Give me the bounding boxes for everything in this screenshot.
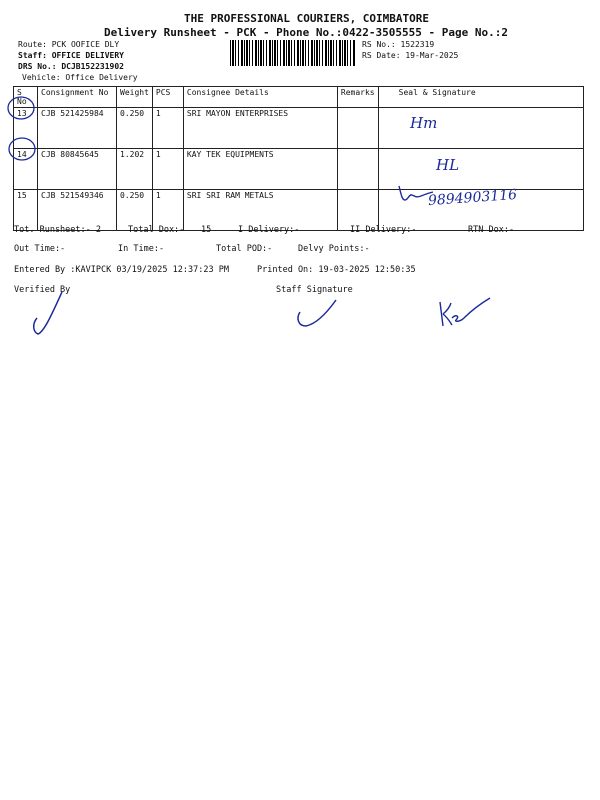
rs-number: RS No.: 1522319 xyxy=(362,40,435,49)
row-pcs: 1 xyxy=(152,108,183,149)
row-consignee: KAY TEK EQUIPMENTS xyxy=(183,149,337,190)
row-consignee: SRI SRI RAM METALS xyxy=(183,190,337,231)
company-name: THE PROFESSIONAL COURIERS, COIMBATORE xyxy=(184,12,430,25)
table-header-row xyxy=(14,87,584,108)
row-remarks xyxy=(337,108,378,149)
handwritten-circle-marks xyxy=(4,94,44,164)
row-sno: 14 xyxy=(14,149,38,190)
col-signature: Seal & Signature xyxy=(378,87,583,108)
total-dox-value: 15 xyxy=(201,225,212,235)
col-pcs: PCS xyxy=(152,87,183,108)
ii-delivery: II Delivery:- xyxy=(350,225,417,235)
row-sno: 13 xyxy=(14,108,38,149)
drs-number: DRS No.: DCJB152231902 xyxy=(18,62,124,71)
verified-by-label: Verified By xyxy=(14,285,71,295)
tot-runsheet: Tot. Runsheet:- 2 xyxy=(14,225,101,235)
col-remarks: Remarks xyxy=(337,87,378,108)
out-time: Out Time:- xyxy=(14,244,66,254)
staff-initials-signature xyxy=(434,292,494,330)
row-signature-cell xyxy=(378,108,583,149)
delvy-points: Delvy Points:- xyxy=(298,244,370,254)
verified-check-mark xyxy=(28,288,68,338)
runsheet-title: Delivery Runsheet - PCK - Phone No.:0422-3505555 - Page No.:2 xyxy=(104,26,508,39)
in-time: In Time:- xyxy=(118,244,165,254)
rs-date: RS Date: 19-Mar-2025 xyxy=(362,51,459,60)
vehicle-text: Vehicle: Office Delivery xyxy=(22,73,138,82)
i-delivery: I Delivery:- xyxy=(238,225,300,235)
row-weight: 0.250 xyxy=(117,190,153,231)
staff-text: Staff: OFFICE DELIVERY xyxy=(18,51,124,60)
runsheet-table xyxy=(13,86,584,231)
row-pcs: 1 xyxy=(152,149,183,190)
route-text: Route: PCK OOFICE DLY xyxy=(18,40,120,49)
row-consignment: CJB 521425984 xyxy=(38,108,117,149)
printed-on: Printed On: 19-03-2025 12:50:35 xyxy=(257,265,416,275)
col-weight: Weight xyxy=(117,87,153,108)
col-consignee: Consignee Details xyxy=(183,87,337,108)
signature-row-15-phone: 9894903116 xyxy=(427,186,518,210)
row-weight: 1.202 xyxy=(117,149,153,190)
row-consignment: CJB 80845645 xyxy=(38,149,117,190)
row-weight: 0.250 xyxy=(117,108,153,149)
row-pcs: 1 xyxy=(152,190,183,231)
table-row xyxy=(14,108,584,149)
row-sno: 15 xyxy=(14,190,38,231)
staff-signature-label: Staff Signature xyxy=(276,285,353,295)
table-row xyxy=(14,149,584,190)
rtn-dox: RTN Dox:- xyxy=(468,225,515,235)
entered-by: Entered By :KAVIPCK 03/19/2025 12:37:23 PM xyxy=(14,265,229,275)
staff-check-mark xyxy=(294,296,340,330)
signature-row-14: HL xyxy=(436,156,460,174)
row-remarks xyxy=(337,149,378,190)
total-dox-label: Total Dox:- xyxy=(128,225,185,235)
row-consignee: SRI MAYON ENTERPRISES xyxy=(183,108,337,149)
signature-row-13: Hm xyxy=(410,114,438,132)
total-pod: Total POD:- xyxy=(216,244,273,254)
barcode xyxy=(230,40,356,66)
col-sno: S No xyxy=(14,87,38,108)
col-consignment: Consignment No xyxy=(38,87,117,108)
row-consignment: CJB 521549346 xyxy=(38,190,117,231)
